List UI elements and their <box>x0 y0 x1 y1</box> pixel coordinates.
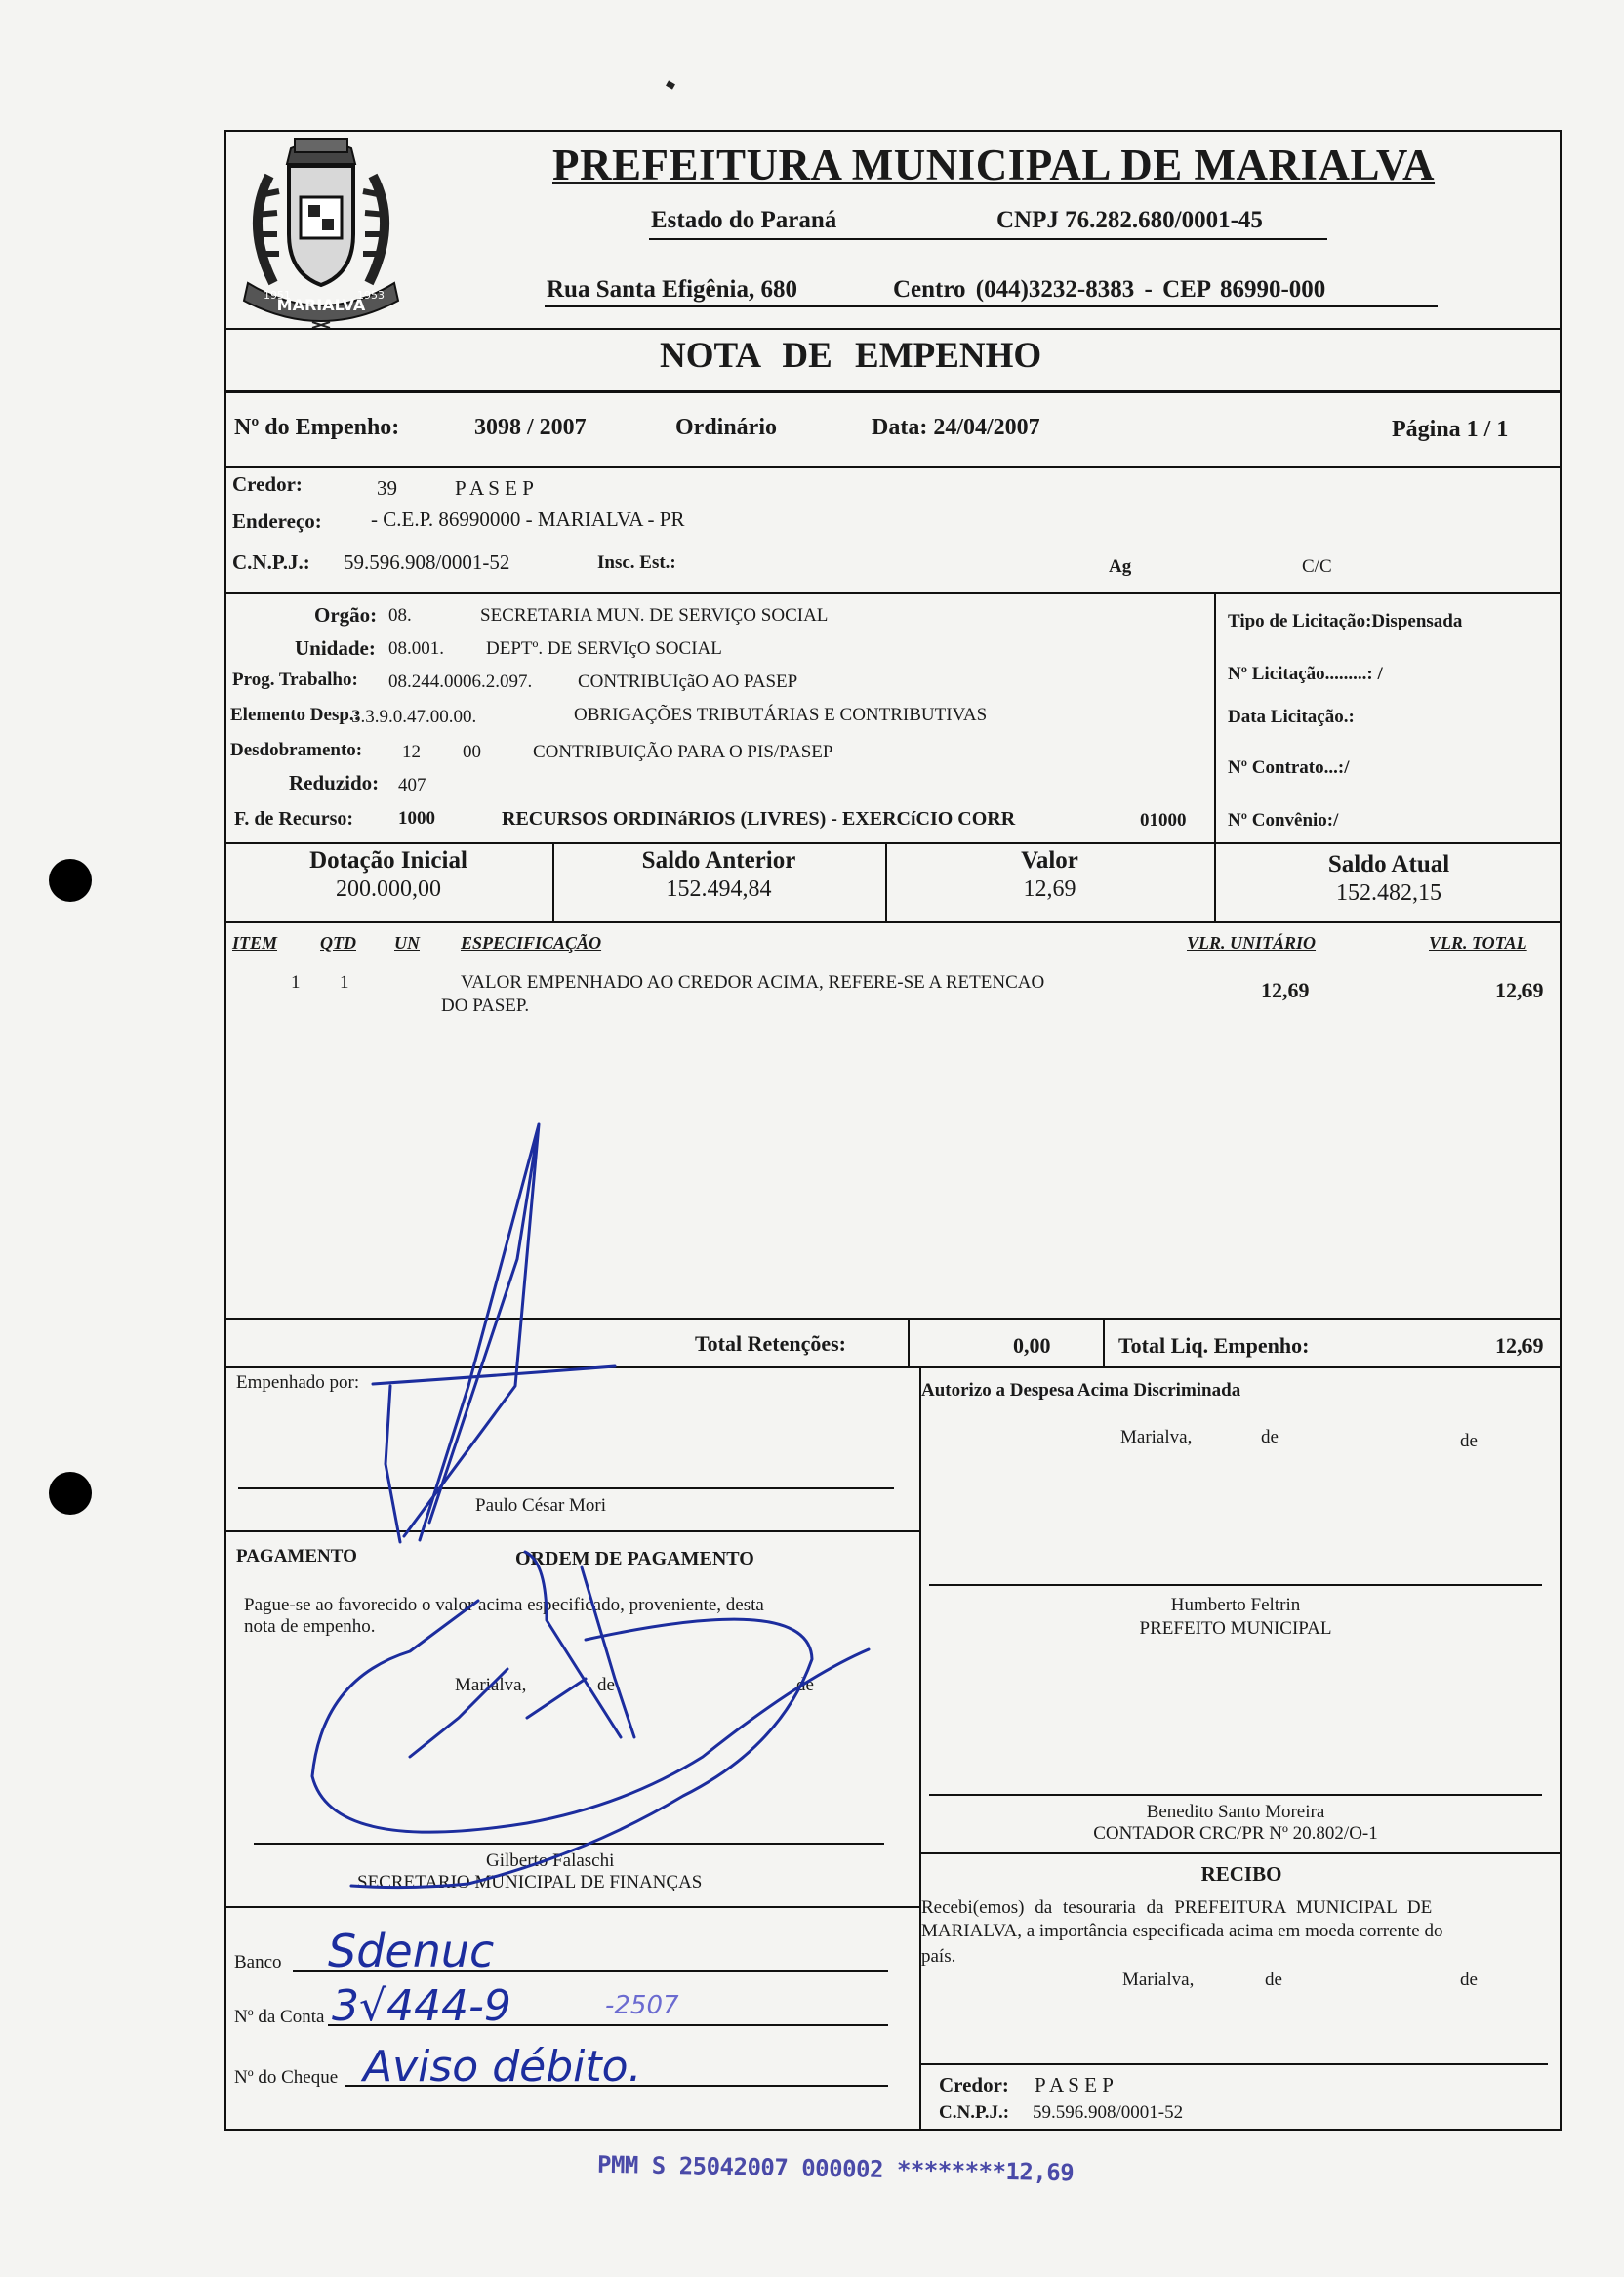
speck <box>666 80 675 89</box>
liquido-value: 12,69 <box>1495 1333 1544 1358</box>
recibo-texto3: país. <box>921 1946 956 1967</box>
rule-credor-bottom <box>224 592 1562 594</box>
banco-handwritten: Sdenuc <box>328 1925 495 1977</box>
credor-cnpj: 59.596.908/0001-52 <box>344 550 510 574</box>
pagamento-texto2: nota de empenho. <box>244 1616 376 1637</box>
punch-hole-top <box>49 859 92 902</box>
contrato: Nº Contrato...:/ <box>1228 757 1350 778</box>
recibo-credor-label: Credor: <box>939 2073 1009 2096</box>
prog-label: Prog. Trabalho: <box>232 670 358 690</box>
prefeito-signature-line <box>929 1584 1542 1586</box>
tipo-licitacao: Tipo de Licitação:Dispensada <box>1228 611 1463 631</box>
retencoes-label: Total Retenções: <box>695 1331 846 1356</box>
prog-value: 08.244.0006.2.097. <box>388 671 533 692</box>
unidade-label: Unidade: <box>295 636 376 660</box>
unidade-desc: DEPTº. DE SERVIçO SOCIAL <box>486 638 722 659</box>
recibo-cnpj: 59.596.908/0001-52 <box>1033 2102 1184 2123</box>
row-total: 12,69 <box>1495 978 1544 1002</box>
secretario-signature-line <box>254 1843 884 1845</box>
convenio: Nº Convênio:/ <box>1228 810 1339 831</box>
col-header-item: ITEM <box>232 933 278 953</box>
recurso-label: F. de Recurso: <box>234 808 354 830</box>
page-number: Página 1 / 1 <box>1392 417 1509 442</box>
svg-text:MARIALVA: MARIALVA <box>276 296 366 314</box>
retencoes-value: 0,00 <box>1013 1333 1051 1358</box>
rule-recibo-top <box>919 1852 1562 1854</box>
rule-header-bottom <box>224 328 1562 330</box>
empenho-type: Ordinário <box>675 415 778 440</box>
ag-label: Ag <box>1109 556 1132 577</box>
rule-empenhado-bottom <box>224 1530 919 1532</box>
desdobramento-desc: CONTRIBUIÇÃO PARA O PIS/PASEP <box>533 742 833 762</box>
unidade-value: 08.001. <box>388 638 444 659</box>
row-desc-line2: DO PASEP. <box>441 996 530 1016</box>
pagamento-de2: de <box>796 1675 814 1695</box>
secretario-cargo: SECRETARIO MUNICIPAL DE FINANÇAS <box>357 1872 703 1892</box>
pagamento-label: PAGAMENTO <box>236 1546 357 1566</box>
recibo-de2: de <box>1460 1970 1478 1990</box>
empenhado-name: Paulo César Mori <box>475 1495 607 1516</box>
prefeito-cargo: PREFEITO MUNICIPAL <box>1139 1618 1332 1639</box>
elemento-value: 3.3.9.0.47.00.00. <box>351 707 477 727</box>
header-address: Rua Santa Efigênia, 680 <box>547 276 797 303</box>
empenho-number-label: Nº do Empenho: <box>234 415 400 440</box>
row-desc-line1: VALOR EMPENHADO AO CREDOR ACIMA, REFERE-SE A RETENCAO <box>461 972 1045 993</box>
credor-label: Credor: <box>232 472 303 496</box>
empenho-number: 3098 / 2007 <box>474 415 587 440</box>
row-item: 1 <box>291 972 301 993</box>
desdobramento-b: 00 <box>463 742 481 762</box>
recibo-cnpj-label: C.N.P.J.: <box>939 2102 1010 2123</box>
orgao-value: 08. <box>388 605 412 626</box>
payment-stamp: PMM S 25042007 000002 ********12,69 <box>596 2150 1075 2187</box>
conta-extra: -2507 <box>605 1991 679 2020</box>
pagamento-local: Marialva, <box>455 1675 527 1695</box>
rule-title-bottom <box>224 390 1562 393</box>
page-title: PREFEITURA MUNICIPAL DE MARIALVA <box>552 141 1436 189</box>
prog-desc: CONTRIBUIçãO AO PASEP <box>578 671 798 692</box>
row-unitario: 12,69 <box>1261 978 1310 1002</box>
endereco-label: Endereço: <box>232 509 322 533</box>
banco-label: Banco <box>234 1952 282 1972</box>
recurso-desc: RECURSOS ORDINáRIOS (LIVRES) - EXERCíCIO CORR <box>502 808 1016 830</box>
numero-licitacao: Nº Licitação.........: / <box>1228 664 1383 684</box>
recibo-local: Marialva, <box>1122 1970 1195 1990</box>
header-state: Estado do Paraná <box>651 207 837 233</box>
svg-text:1951: 1951 <box>264 289 291 302</box>
data-licitacao: Data Licitação.: <box>1228 707 1355 727</box>
orgao-desc: SECRETARIA MUN. DE SERVIÇO SOCIAL <box>480 605 829 626</box>
contador-cargo: CONTADOR CRC/PR Nº 20.802/O-1 <box>1093 1823 1378 1844</box>
prefeito-name: Humberto Feltrin <box>1170 1595 1301 1615</box>
autorizo-de1: de <box>1261 1427 1279 1447</box>
header-cnpj: CNPJ 76.282.680/0001-45 <box>996 207 1263 233</box>
desdobramento-label: Desdobramento: <box>230 740 363 760</box>
vrule-lower-center <box>919 1366 921 2131</box>
empenho-date: Data: 24/04/2007 <box>872 415 1040 440</box>
secretario-name: Gilberto Falaschi <box>486 1850 615 1871</box>
orgao-label: Orgão: <box>314 603 378 627</box>
svg-text:1953: 1953 <box>357 289 385 302</box>
rule-saldos-bottom <box>224 921 1562 923</box>
doc-title: NOTA DE EMPENHO <box>660 336 1042 376</box>
conta-handwritten: 3√444-9 <box>332 1981 511 2031</box>
dotacao-label: Dotação Inicial <box>309 847 467 874</box>
valor-label: Valor <box>1021 847 1078 874</box>
vrule-totais-2 <box>1103 1318 1105 1366</box>
contador-name: Benedito Santo Moreira <box>1146 1802 1325 1822</box>
recibo-de1: de <box>1265 1970 1282 1990</box>
saldo-atual-label: Saldo Atual <box>1327 851 1450 877</box>
valor-value: 12,69 <box>1023 876 1076 902</box>
col-header-especificacao: ESPECIFICAÇÃO <box>461 933 602 953</box>
credor-code: 39 <box>377 476 397 500</box>
pagamento-texto1: Pague-se ao favorecido o valor acima especificado, proveniente, desta <box>244 1595 764 1615</box>
credor-cnpj-label: C.N.P.J.: <box>232 550 310 574</box>
saldo-atual-value: 152.482,15 <box>1336 880 1441 906</box>
coat-of-arms <box>230 137 412 328</box>
recurso-code: 01000 <box>1140 810 1187 831</box>
elemento-label: Elemento Desp.: <box>230 705 360 725</box>
reduzido-label: Reduzido: <box>289 771 380 794</box>
rule-classif-bottom <box>224 842 1562 844</box>
col-header-unitario: VLR. UNITÁRIO <box>1187 933 1317 953</box>
cc-label: C/C <box>1302 556 1332 577</box>
header-address-underline <box>545 305 1438 307</box>
elemento-desc: OBRIGAÇÕES TRIBUTÁRIAS E CONTRIBUTIVAS <box>574 705 988 725</box>
col-header-total: VLR. TOTAL <box>1429 933 1527 953</box>
header-state-underline <box>649 238 1327 240</box>
autorizo-de2: de <box>1460 1431 1478 1451</box>
rule-itens-bottom <box>224 1318 1562 1320</box>
saldo-anterior-value: 152.494,84 <box>666 876 772 902</box>
cheque-handwritten: Aviso débito. <box>363 2042 642 2092</box>
contador-signature-line <box>929 1794 1542 1796</box>
conta-label: Nº da Conta <box>234 2007 325 2027</box>
rule-assinaturas-bottom <box>224 1906 919 1908</box>
liquido-label: Total Liq. Empenho: <box>1118 1333 1310 1358</box>
autorizo-label: Autorizo a Despesa Acima Discriminada <box>921 1380 1241 1401</box>
recibo-label: RECIBO <box>1200 1862 1282 1886</box>
desdobramento-a: 12 <box>402 742 421 762</box>
autorizo-local: Marialva, <box>1120 1427 1193 1447</box>
recurso-value: 1000 <box>398 808 435 829</box>
insc-est-label: Insc. Est.: <box>597 552 676 573</box>
credor-name: P A S E P <box>455 476 534 500</box>
row-qtd: 1 <box>340 972 349 993</box>
rule-totais-bottom <box>224 1366 1562 1368</box>
pagamento-de1: de <box>597 1675 615 1695</box>
recibo-credor: P A S E P <box>1035 2073 1114 2096</box>
saldo-anterior-label: Saldo Anterior <box>641 847 796 874</box>
punch-hole-bottom <box>49 1472 92 1515</box>
cheque-label: Nº do Cheque <box>234 2067 339 2088</box>
recibo-texto1: Recebi(emos) da tesouraria da PREFEITURA MUNICIPAL DE <box>921 1897 1433 1918</box>
ordem-pagamento-label: ORDEM DE PAGAMENTO <box>515 1548 754 1569</box>
endereco-value: - C.E.P. 86990000 - MARIALVA - PR <box>371 508 685 531</box>
vrule-totais-1 <box>908 1318 910 1366</box>
rule-empenho-bottom <box>224 466 1562 468</box>
recibo-signature-line <box>921 2063 1548 2065</box>
col-header-un: UN <box>394 933 420 953</box>
header-contact: Centro (044)3232-8383 - CEP 86990-000 <box>893 276 1326 303</box>
empenhado-signature-line <box>238 1487 894 1489</box>
empenhado-label: Empenhado por: <box>236 1372 360 1393</box>
reduzido-value: 407 <box>398 775 426 795</box>
col-header-qtd: QTD <box>320 933 356 953</box>
recibo-texto2: MARIALVA, a importância especificada acima em moeda corrente do <box>921 1921 1443 1941</box>
dotacao-value: 200.000,00 <box>336 876 441 902</box>
